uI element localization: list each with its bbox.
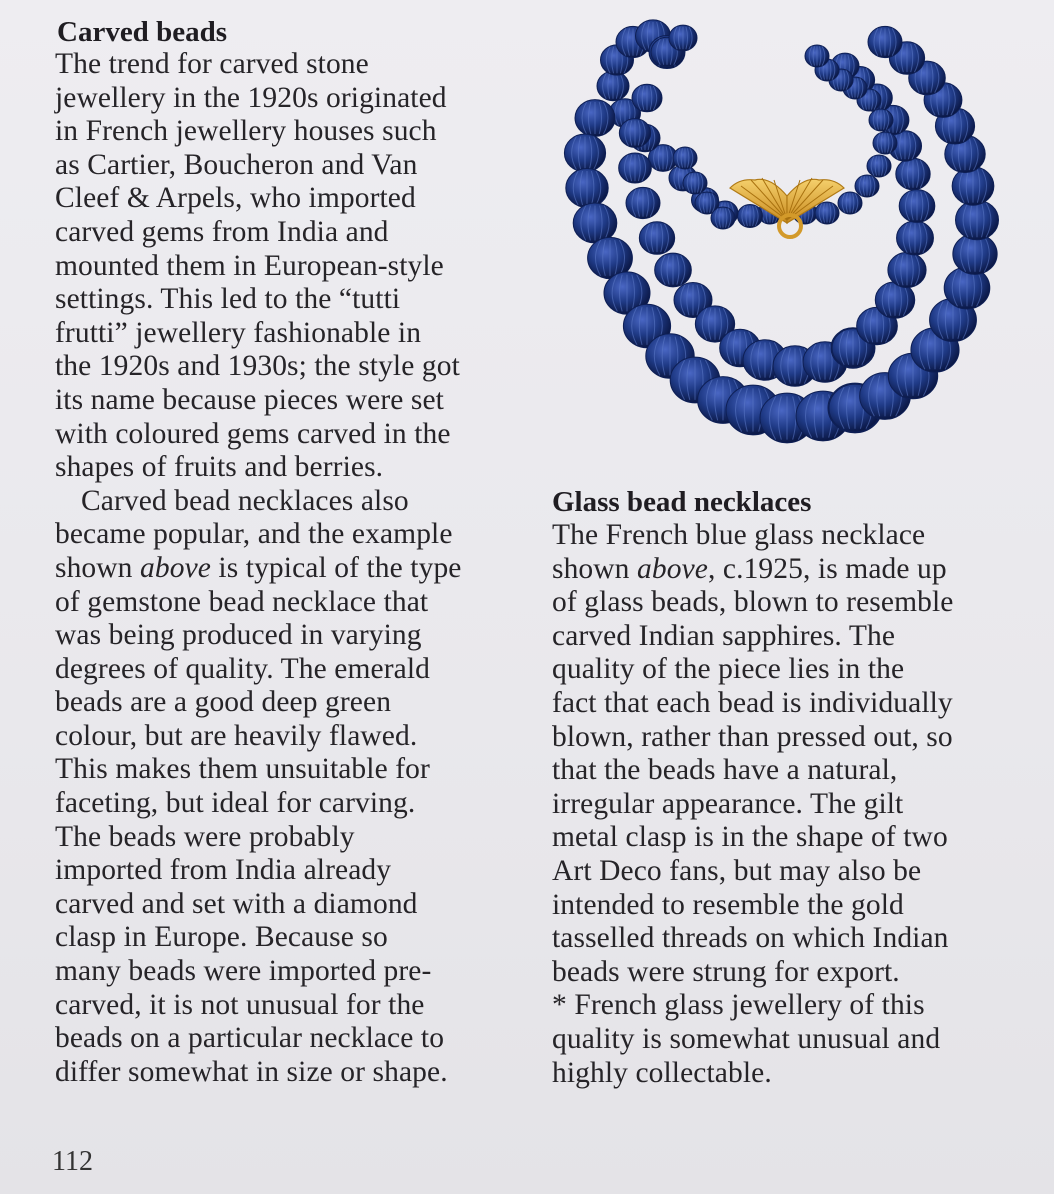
text-line: mounted them in European-style: [55, 249, 444, 282]
text-line: beads on a particular necklace to: [55, 1022, 445, 1055]
text-line: of gemstone bead necklace that: [55, 585, 429, 618]
text-line: Art Deco fans, but may also be: [552, 854, 922, 887]
text-line: * French glass jewellery of this: [552, 989, 925, 1022]
emphasis: above: [140, 551, 211, 584]
text-line: was being produced in varying: [55, 619, 422, 652]
text-line: settings. This led to the “tutti: [55, 283, 401, 316]
text-line: The trend for carved stone: [55, 48, 369, 80]
text-line: many beads were imported pre-: [55, 955, 432, 988]
carved-beads-text: [55, 48, 461, 1089]
text-line: carved, it is not unusual for the: [55, 988, 425, 1021]
text-line: colour, but are heavily flawed.: [55, 719, 418, 752]
text-line: became popular, and the example: [55, 518, 453, 551]
text-line: imported from India already: [55, 854, 392, 887]
text-line: quality is somewhat unusual and: [552, 1022, 941, 1055]
text-line: quality of the piece lies in the: [552, 653, 905, 686]
section-title-carved-beads: Carved beads: [57, 16, 227, 48]
text-line: that the beads have a natural,: [552, 754, 898, 787]
text-line: shown above, c.1925, is made up: [552, 552, 947, 585]
text-line: clasp in Europe. Because so: [55, 921, 388, 954]
text-line: intended to resemble the gold: [552, 888, 904, 921]
text-line: carved Indian sapphires. The: [552, 619, 896, 652]
text-line: carved and set with a diamond: [55, 887, 418, 920]
text-line: metal clasp is in the shape of two: [552, 821, 948, 854]
text-line: its name because pieces were set: [55, 383, 444, 416]
necklace-photo: [555, 8, 1025, 463]
text-line: carved gems from India and: [55, 215, 389, 248]
text-line: irregular appearance. The gilt: [552, 787, 904, 820]
text-line: as Cartier, Boucheron and Van: [55, 148, 418, 181]
text-line: in French jewellery houses such: [55, 115, 437, 148]
text-line: beads are a good deep green: [55, 686, 392, 719]
text-line: with coloured gems carved in the: [55, 417, 451, 450]
blue-glass-necklace-image: [555, 8, 1025, 463]
text-line: tasselled threads on which Indian: [552, 922, 949, 955]
page-number: 112: [52, 1146, 93, 1177]
text-line: shown above is typical of the type: [55, 551, 462, 584]
text-line: The French blue glass necklace: [552, 519, 926, 551]
emphasis: above: [637, 552, 708, 585]
text-line: highly collectable.: [552, 1056, 772, 1089]
text-line: differ somewhat in size or shape.: [55, 1055, 448, 1088]
text-line: jewellery in the 1920s originated: [55, 81, 447, 114]
text-line: fact that each bead is individually: [552, 686, 953, 719]
text-line: blown, rather than pressed out, so: [552, 720, 953, 753]
text-line: This makes them unsuitable for: [55, 753, 430, 786]
text-line: beads were strung for export.: [552, 955, 900, 988]
text-line: Carved bead necklaces also: [81, 484, 409, 517]
text-line: of glass beads, blown to resemble: [552, 586, 954, 619]
text-line: faceting, but ideal for carving.: [55, 787, 416, 820]
text-line: The beads were probably: [55, 820, 355, 853]
text-line: the 1920s and 1930s; the style got: [55, 350, 460, 383]
glass-necklaces-text: [552, 519, 953, 1090]
text-line: frutti” jewellery fashionable in: [55, 316, 422, 349]
section-title-glass-bead-necklaces: Glass bead necklaces: [552, 486, 812, 518]
text-line: shapes of fruits and berries.: [55, 451, 384, 484]
text-line: degrees of quality. The emerald: [55, 652, 430, 685]
text-line: Cleef & Arpels, who imported: [55, 182, 416, 215]
